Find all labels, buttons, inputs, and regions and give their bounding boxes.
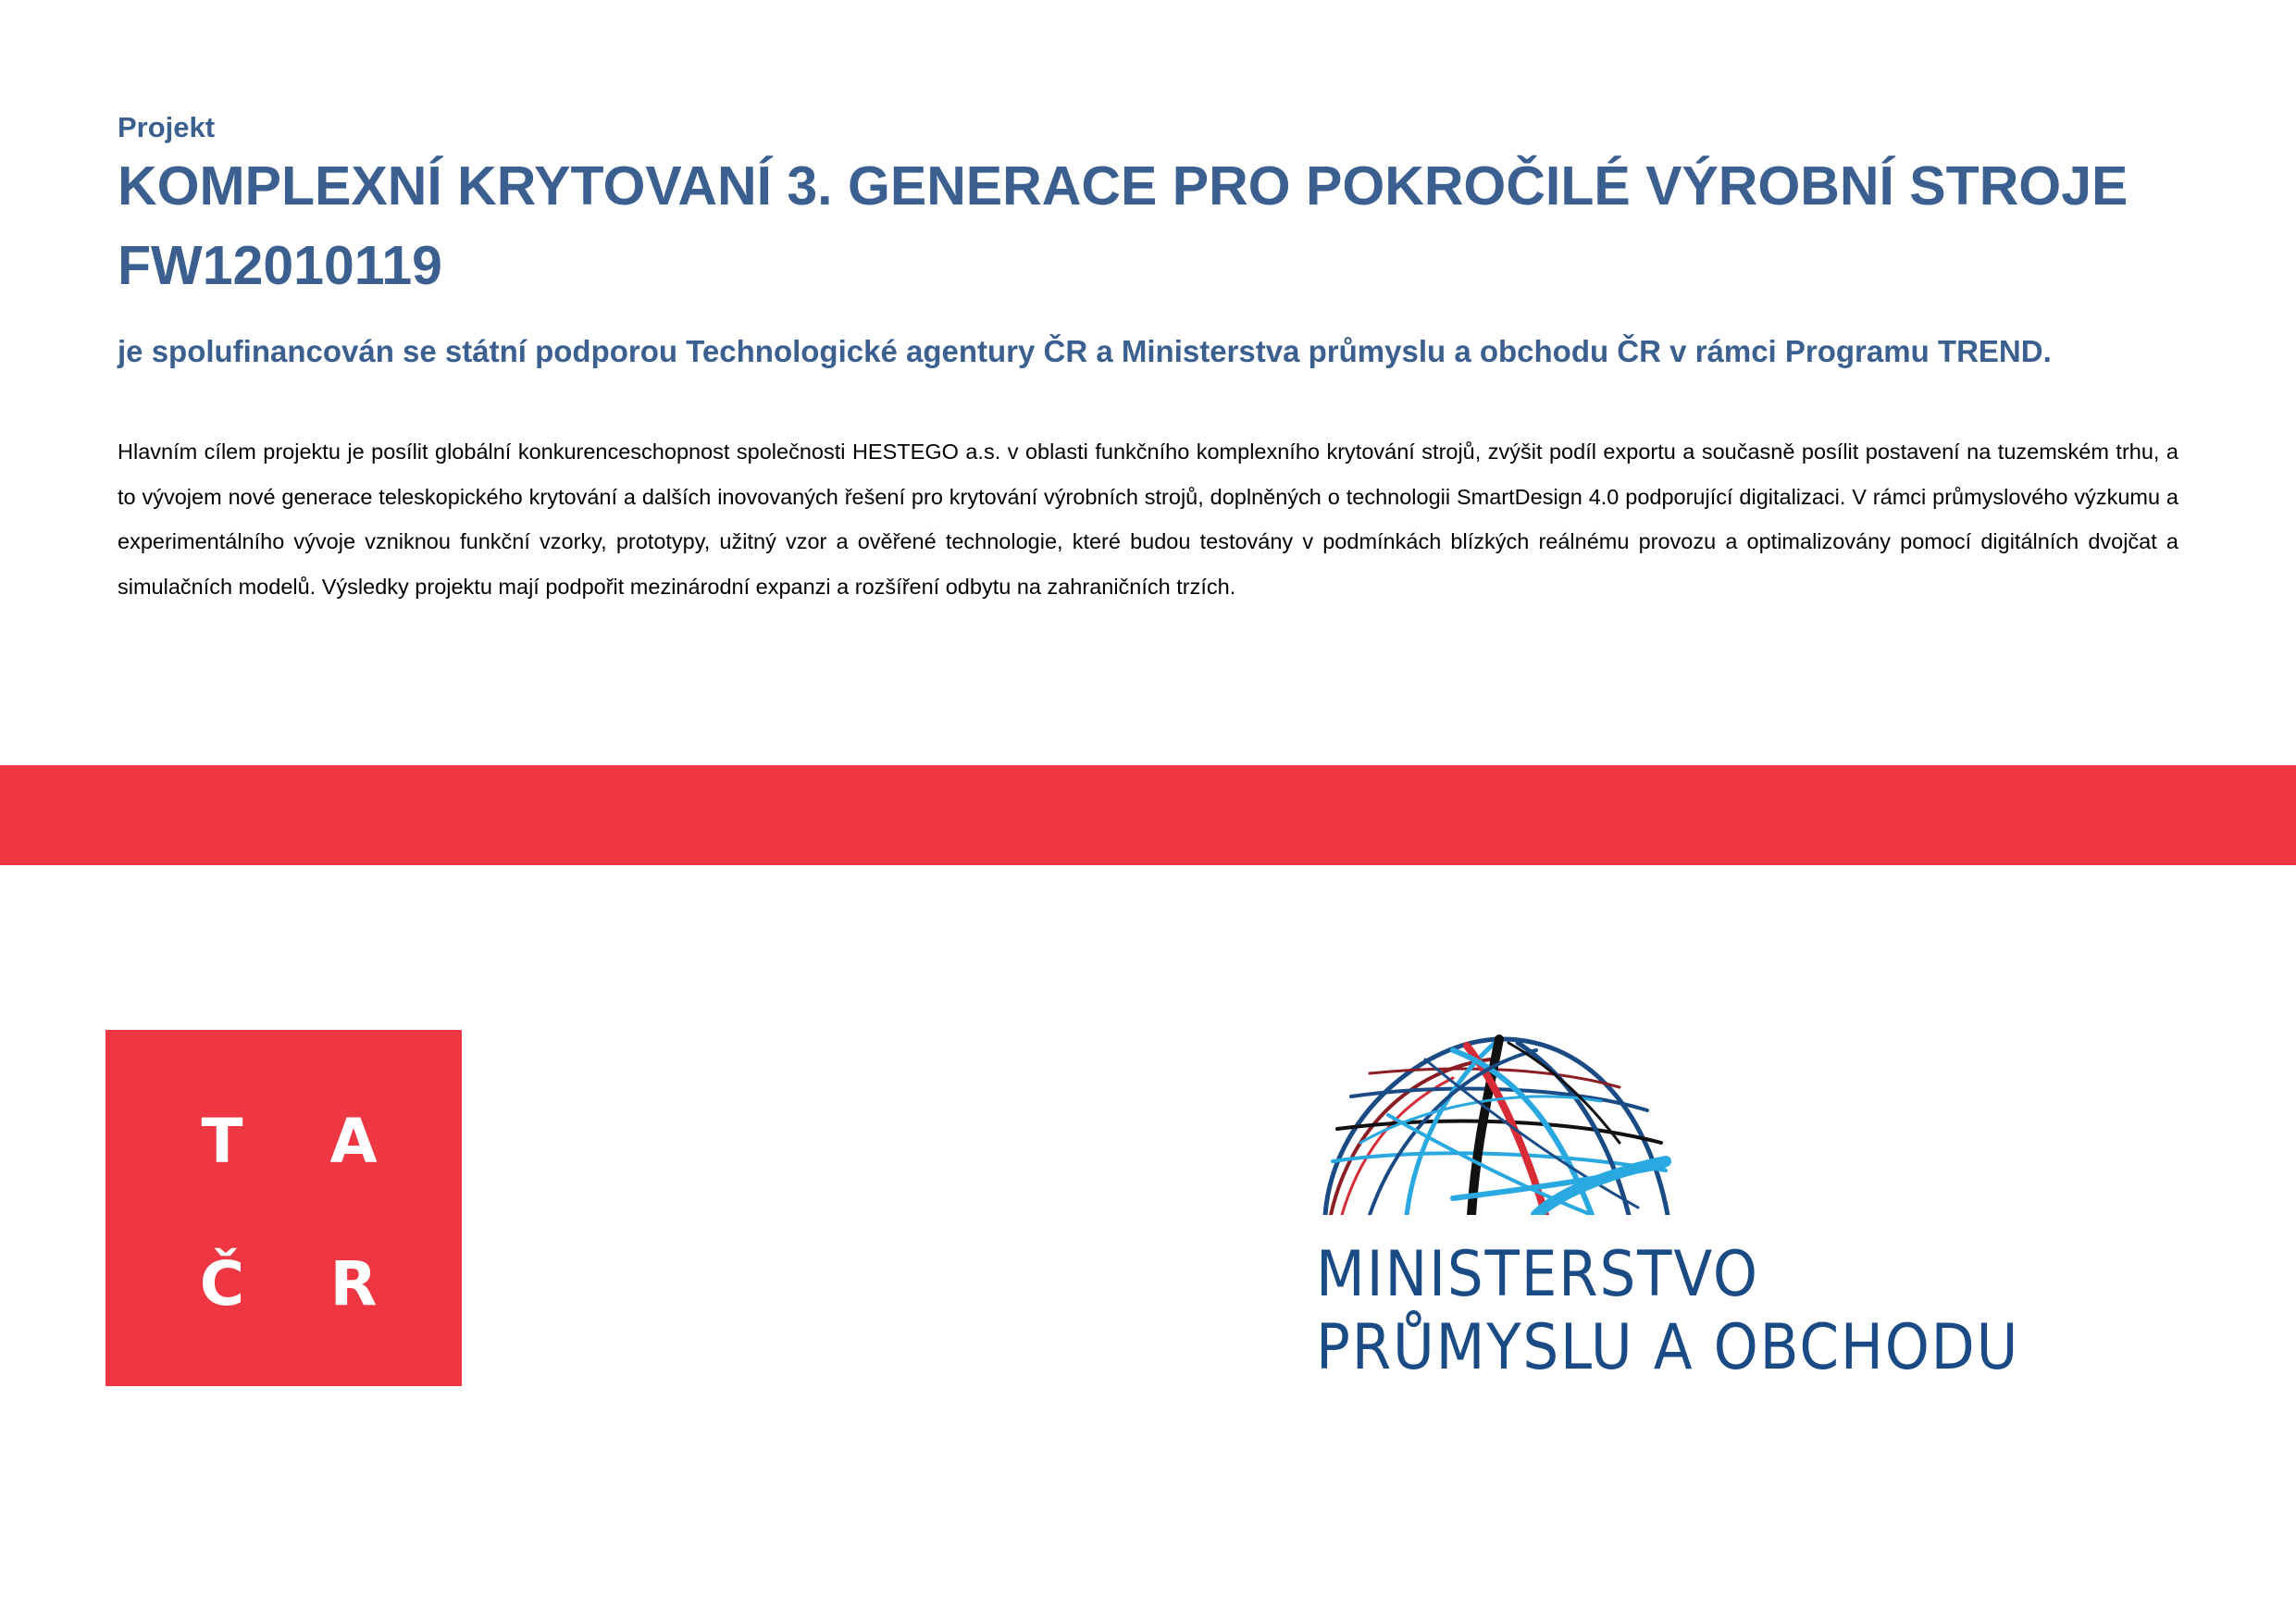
project-description: Hlavním cílem projektu je posílit globální konkurenceschopnost společnosti HESTEGO a.s. v oblasti funkčního komplexního krytování strojů, zvýšit podíl exportu a současně posílit postavení na tuzemském trhu, a to vývojem nové generace teleskopického krytování a dalších inovovaných řešení pro krytování výrobních strojů, doplněných o technologii SmartDesign 4.0 podporující digitalizaci. V rámci průmyslového výzkumu a experimentálního vývoje vzniknou funkční vzorky, prototypy, užitný vzor a ověřené technologie, které budou testovány v podmínkách blízkých reálnému provozu a optimalizovány pomocí digitálních dvojčat a simulačních modelů. Výsledky projektu mají podpořit mezinárodní expanzi a rozšíření odbytu na zahraničních trzích. [118, 440, 2178, 599]
tacr-letter-a: A [329, 1106, 378, 1177]
project-title: KOMPLEXNÍ KRYTOVANÍ 3. GENERACE PRO POKROČILÉ VÝROBNÍ STROJE [118, 155, 2128, 217]
project-code: FW12010119 [118, 235, 442, 296]
tacr-letter-r: R [329, 1248, 378, 1319]
tacr-logo [105, 1030, 462, 1386]
project-label: Projekt [118, 111, 216, 143]
project-header [118, 109, 2178, 372]
funding-statement: je spolufinancován se státní podporou Technologické agentury ČR a Ministerstva průmyslu a obchodu ČR v rámci Programu TREND. [118, 334, 2052, 368]
mpo-name-line1: MINISTERSTVO [1316, 1238, 1759, 1311]
mpo-name-line2: PRŮMYSLU A OBCHODU [1316, 1311, 2020, 1384]
mpo-logo [1314, 1032, 2073, 1402]
tacr-letter-t: T [201, 1106, 243, 1177]
mpo-globe-icon [1314, 1032, 2073, 1235]
tacr-letter-c-caron: Č [199, 1248, 245, 1319]
red-divider-band [0, 765, 2296, 865]
